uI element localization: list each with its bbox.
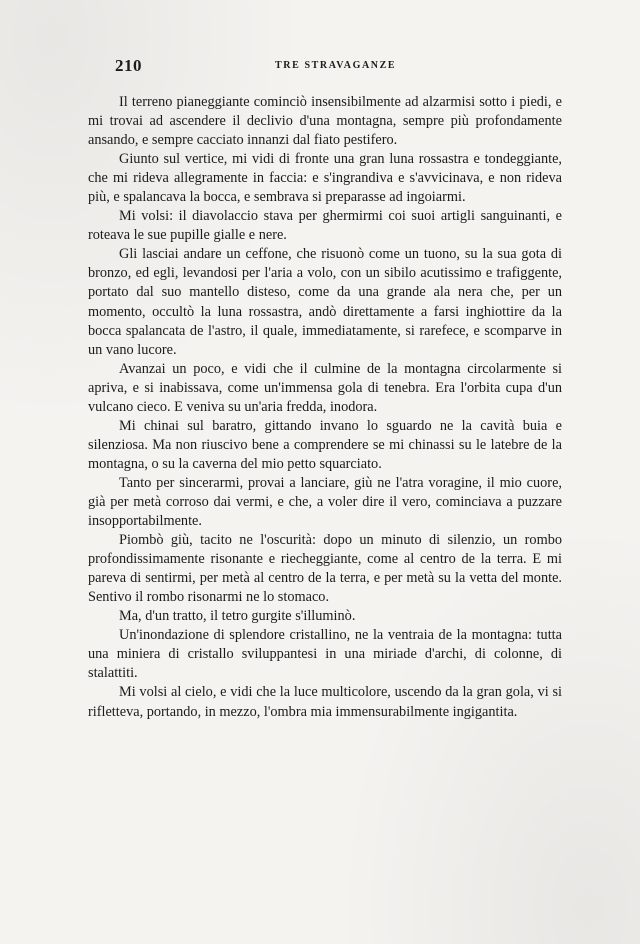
paragraph: Mi volsi: il diavolaccio stava per ghermirmi coi suoi artigli sanguinanti, e roteava le sue pupille gialle e nere. [88,208,562,244]
paragraph: Piombò giù, tacito ne l'oscurità: dopo un minuto di silenzio, un rombo profondissimamente risonante e riecheggiante, come al centro de la terra. E mi pareva di sentirmi, per metà al centro de la terra, e per metà su la vetta del monte. Sentivo il rombo risonarmi ne lo stomaco. [88,532,562,606]
paragraph: Tanto per sincerarmi, provai a lanciare, giù ne l'atra voragine, il mio cuore, già per metà corroso dai vermi, e che, a voler dire il vero, cominciava a puzzare insopportabilmente. [88,474,562,530]
paragraph: Un'inondazione di splendore cristallino, ne la ventraia de la montagna: tutta una miniera di cristallo sviluppantesi in una miriade d'archi, di colonne, di stalattiti. [88,627,562,682]
running-title: TRE STRAVAGANZE [275,60,397,71]
paragraph: Ma, d'un tratto, il tetro gurgite s'illuminò. [119,608,356,625]
paragraph: Il terreno pianeggiante cominciò insensibilmente ad alzarmisi sotto i piedi, e mi trovai ad ascendere il declivio d'una montagna, sempre più profondamente ansando, e sempre cacciato innanzi dal fiato pestifero. [88,94,562,149]
body-text [88,93,562,722]
page-number: 210 [115,56,142,75]
paragraph: Avanzai un poco, e vidi che il culmine de la montagna circolarmente si apriva, e si inabissava, come un'immensa gola di tenebra. Era l'orbita cupa d'un vulcano cieco. E veniva su un'aria fredda, inodora. [88,360,562,415]
page-header [115,56,555,76]
paragraph: Giunto sul vertice, mi vidi di fronte una gran luna rossastra e tondeggiante, che mi rideva allegramente in faccia: e s'ingrandiva e s'avvicinava, e non rideva più, e spalancava la bocca, e sembrava si preparasse ad ingoiarmi. [88,151,562,206]
paragraph: Mi volsi al cielo, e vidi che la luce multicolore, uscendo da la gran gola, vi si rifletteva, portando, in mezzo, l'ombra mia immensurabilmente ingigantita. [88,684,562,720]
paragraph: Mi chinai sul baratro, gittando invano lo sguardo ne la cavità buia e silenziosa. Ma non riuscivo bene a comprendere se mi chinassi su le latebre de la montagna, o su la caverna del mio petto squarciato. [88,417,562,472]
paragraph: Gli lasciai andare un ceffone, che risuonò come un tuono, su la sua gota di bronzo, ed egli, levandosi per l'aria a volo, con un sibilo acutissimo e trafiggente, portato dal suo mantello disteso, come da una grande ala nera che, per un momento, occultò la luna rossastra, andò direttamente a farsi inghiottire da la bocca spalancata de l'astro, il quale, immediatamente, si rarefece, e scomparve in un vano lucore. [88,246,562,358]
